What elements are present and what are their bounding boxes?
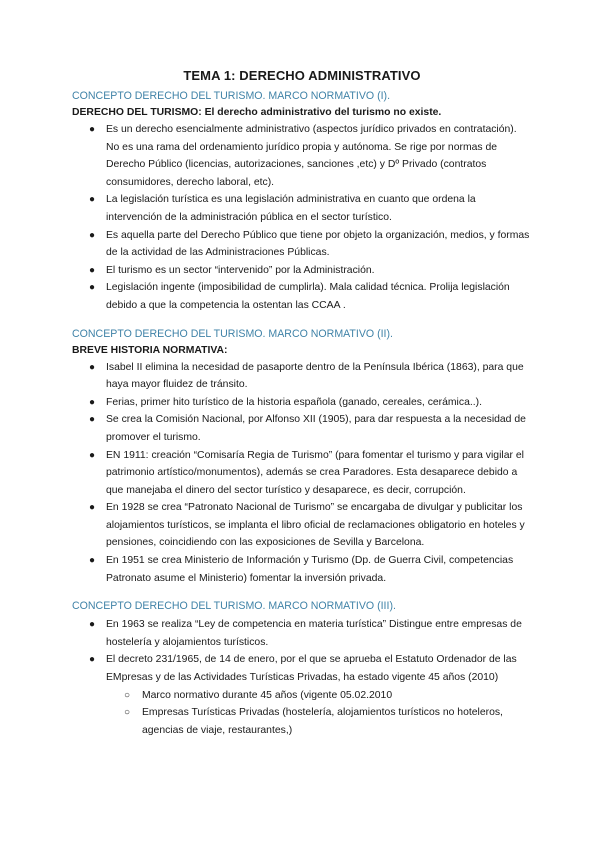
bullet-icon: ● xyxy=(89,229,96,241)
list-item-text: El turismo es un sector “intervenido” por la Administración. xyxy=(106,264,375,276)
list-item-text: EN 1911: creación “Comisaría Regia de Turismo” (para fomentar el turismo y para vigilar el patrimonio artístico/monumentos), además se crea Paradores. Esta desaparece debido a que manejaba el dinero del sector turístico y desaparece, es decir, corrupción. xyxy=(106,449,524,496)
list-item xyxy=(89,227,532,262)
list-item xyxy=(89,262,532,280)
list-item-text: En 1963 se realiza “Ley de competencia en materia turística” Distingue entre empresas de hostelería y alojamientos turísticos. xyxy=(106,619,522,648)
list-item-text: Se crea la Comisión Nacional, por Alfonso XII (1905), para dar respuesta a la necesidad de promover el turismo. xyxy=(106,414,526,443)
sub-list-item-text: Marco normativo durante 45 años (vigente 05.02.2010 xyxy=(142,689,393,701)
bullet-icon: ● xyxy=(89,282,96,294)
bullet-icon: ● xyxy=(89,619,96,631)
list-item xyxy=(89,279,532,314)
sub-list-item-text: Empresas Turísticas Privadas (hostelería, alojamientos turísticos no hoteleros, agencias de viaje, restaurantes,) xyxy=(142,707,503,736)
list-item-text: Legislación ingente (imposibilidad de cumplirla). Mala calidad técnica. Prolija legislación debido a que la competencia la ostentan las CCAA . xyxy=(106,282,510,311)
section-3-sublist xyxy=(106,687,532,740)
section-1-list xyxy=(72,121,532,315)
list-item xyxy=(89,499,532,552)
section-3-list xyxy=(72,616,532,739)
list-item xyxy=(89,552,532,587)
list-item xyxy=(89,447,532,500)
list-item-text: Es aquella parte del Derecho Público que tiene por objeto la organización, medios, y formas de la actividad de las Administraciones Públicas. xyxy=(106,229,530,259)
list-item-text: Ferias, primer hito turístico de la historia española (ganado, cereales, cerámica..). xyxy=(106,396,482,408)
list-item-text: El decreto 231/1965, de 14 de enero, por el que se aprueba el Estatuto Ordenador de las EMpresas y de las Actividades Turísticas Privadas, ha estado vigente 45 años (2010) xyxy=(106,654,517,684)
list-item xyxy=(89,411,532,446)
page-title: TEMA 1: DERECHO ADMINISTRATIVO xyxy=(183,68,421,83)
list-item xyxy=(89,616,532,651)
list-item xyxy=(89,359,532,394)
hollow-bullet-icon: ○ xyxy=(124,689,131,701)
list-item-text: En 1928 se crea “Patronato Nacional de Turismo” se encargaba de divulgar y publicitar los alojamientos turísticos, se implanta el libro oficial de reclamaciones obligatorio en hoteles y pensiones, coincidiendo con las exposiciones de Sevilla y Barcelona. xyxy=(106,502,525,549)
bullet-icon: ● xyxy=(89,396,96,408)
sub-list-item xyxy=(124,704,532,739)
section-spacer xyxy=(72,587,532,599)
list-item-text: Isabel II elimina la necesidad de pasaporte dentro de la Península Ibérica (1863), para que haya mayor fluidez de tránsito. xyxy=(106,361,524,391)
list-item xyxy=(89,191,532,226)
section-spacer xyxy=(72,315,532,327)
list-item xyxy=(89,651,532,739)
section-heading-2: CONCEPTO DERECHO DEL TURISMO. MARCO NORMATIVO (II). xyxy=(72,327,393,340)
bullet-icon: ● xyxy=(89,555,96,567)
bullet-icon: ● xyxy=(89,654,96,666)
list-item-text: Es un derecho esencialmente administrativo (aspectos jurídico privados en contratación). No es una rama del ordenamiento jurídico propia y autónoma. Se rige por normas de Derecho Público (licencias, autorizaciones, sanciones ,etc) y Dº Privado (contratos consumidores, derecho laboral, etc). xyxy=(106,124,517,188)
bullet-icon: ● xyxy=(89,194,96,206)
section-heading-3: CONCEPTO DERECHO DEL TURISMO. MARCO NORMATIVO (III). xyxy=(72,600,396,613)
section-subheading-2: BREVE HISTORIA NORMATIVA: xyxy=(72,344,228,356)
bullet-icon: ● xyxy=(89,124,96,135)
bullet-icon: ● xyxy=(89,414,96,426)
section-subheading-1: DERECHO DEL TURISMO: El derecho administrativo del turismo no existe. xyxy=(72,107,442,118)
sub-list-item xyxy=(124,687,532,705)
bullet-icon: ● xyxy=(89,361,96,373)
list-item-text: En 1951 se crea Ministerio de Información y Turismo (Dp. de Guerra Civil, competencias Patronato asume el Ministerio) fomentar la inversión privada. xyxy=(106,555,514,584)
list-item-text: La legislación turística es una legislación administrativa en cuanto que ordena la intervención de la administración pública en el sector turístico. xyxy=(106,194,476,223)
bullet-icon: ● xyxy=(89,449,96,461)
document-content xyxy=(72,68,532,739)
section-2-list xyxy=(72,359,532,588)
hollow-bullet-icon: ○ xyxy=(124,707,131,719)
list-item xyxy=(89,394,532,412)
section-heading-1: CONCEPTO DERECHO DEL TURISMO. MARCO NORMATIVO (I). xyxy=(72,90,391,102)
list-item xyxy=(89,121,532,191)
bullet-icon: ● xyxy=(89,264,96,276)
bullet-icon: ● xyxy=(89,502,96,514)
